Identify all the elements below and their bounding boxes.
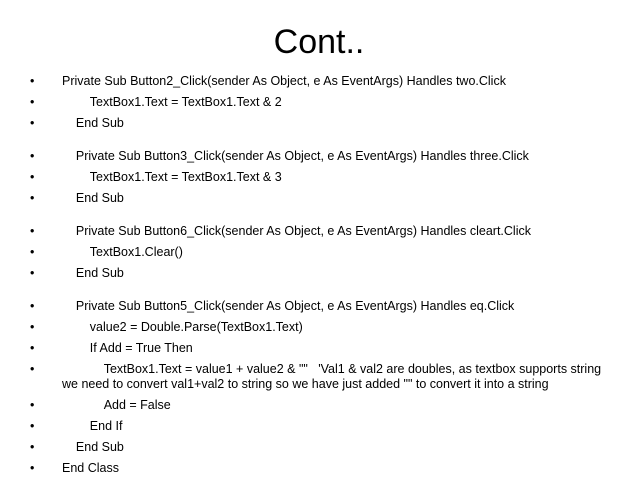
code-line bbox=[30, 266, 610, 281]
code-line bbox=[30, 224, 610, 239]
code-line bbox=[30, 398, 610, 413]
code-line-text: TextBox1.Text = TextBox1.Text & 2 bbox=[62, 95, 282, 109]
code-line-text: value2 = Double.Parse(TextBox1.Text) bbox=[62, 320, 303, 334]
bullet-icon: • bbox=[30, 419, 35, 433]
code-line-text: TextBox1.Text = TextBox1.Text & 3 bbox=[62, 170, 282, 184]
code-line-text: Private Sub Button3_Click(sender As Object, e As EventArgs) Handles three.Click bbox=[62, 149, 529, 163]
bullet-icon: • bbox=[30, 341, 35, 355]
bullet-icon: • bbox=[30, 170, 35, 184]
bullet-icon: • bbox=[30, 224, 35, 238]
code-line bbox=[30, 245, 610, 260]
code-line-text: End Sub bbox=[62, 191, 124, 205]
bullet-icon: • bbox=[30, 266, 35, 280]
code-line bbox=[30, 116, 610, 131]
code-line bbox=[30, 191, 610, 206]
code-bullet-list bbox=[30, 74, 610, 482]
bullet-icon: • bbox=[30, 149, 35, 163]
bullet-icon: • bbox=[30, 74, 35, 88]
code-line-text: If Add = True Then bbox=[62, 341, 193, 355]
code-line-text: End If bbox=[62, 419, 123, 433]
bullet-icon: • bbox=[30, 320, 35, 334]
bullet-icon: • bbox=[30, 461, 35, 475]
code-line bbox=[30, 362, 610, 392]
code-line bbox=[30, 170, 610, 185]
code-line bbox=[30, 461, 610, 476]
code-line-text: End Sub bbox=[62, 266, 124, 280]
code-line bbox=[30, 341, 610, 356]
code-line-text: Private Sub Button5_Click(sender As Object, e As EventArgs) Handles eq.Click bbox=[62, 299, 515, 313]
bullet-icon: • bbox=[30, 95, 35, 109]
code-line-text: Private Sub Button6_Click(sender As Object, e As EventArgs) Handles cleart.Click bbox=[62, 224, 531, 238]
code-line bbox=[30, 95, 610, 110]
code-line-text: TextBox1.Text = value1 + value2 & "" 'Val1 & val2 are doubles, as textbox supports string we need to convert val1+val2 to string so we have just added "" to convert it into a string bbox=[62, 362, 605, 391]
code-line bbox=[30, 299, 610, 314]
bullet-icon: • bbox=[30, 398, 35, 412]
code-line-text: Private Sub Button2_Click(sender As Object, e As EventArgs) Handles two.Click bbox=[62, 74, 506, 88]
code-line bbox=[30, 440, 610, 455]
bullet-icon: • bbox=[30, 116, 35, 130]
slide-title: Cont.. bbox=[273, 23, 365, 61]
code-line bbox=[30, 149, 610, 164]
code-line bbox=[30, 320, 610, 335]
code-line-text: End Sub bbox=[62, 116, 124, 130]
code-line-text: TextBox1.Clear() bbox=[62, 245, 183, 259]
bullet-icon: • bbox=[30, 299, 35, 313]
code-line-text: End Sub bbox=[62, 440, 124, 454]
code-line-text: End Class bbox=[62, 461, 119, 475]
bullet-icon: • bbox=[30, 362, 35, 376]
code-line bbox=[30, 74, 610, 89]
bullet-icon: • bbox=[30, 245, 35, 259]
code-line-text: Add = False bbox=[62, 398, 171, 412]
bullet-icon: • bbox=[30, 191, 35, 205]
bullet-icon: • bbox=[30, 440, 35, 454]
code-line bbox=[30, 419, 610, 434]
